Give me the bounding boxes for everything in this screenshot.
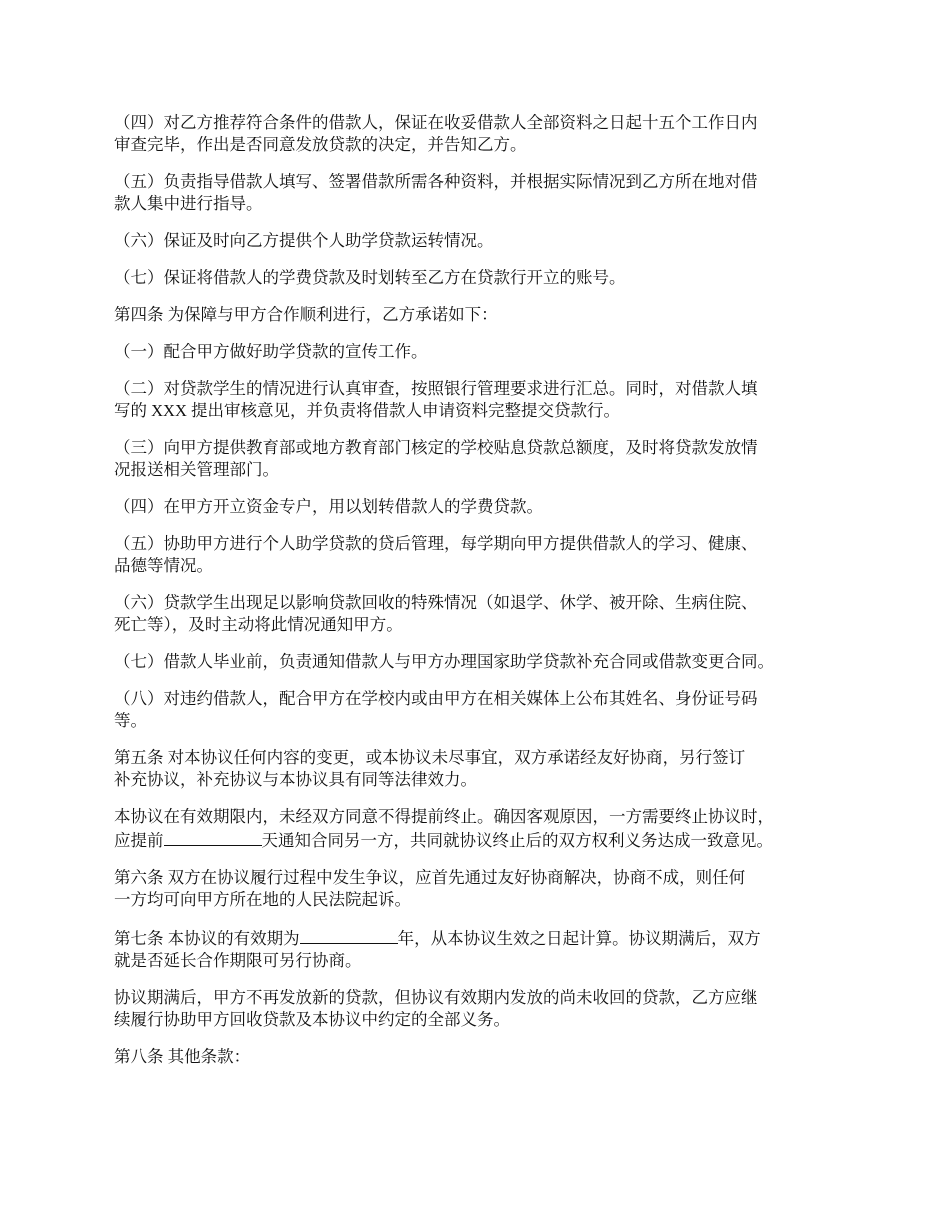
paragraph-expiry	[114, 987, 850, 1031]
paragraph-line: 补充协议，补充协议与本协议具有同等法律效力。	[114, 770, 477, 789]
paragraph-line: 第六条 双方在协议履行过程中发生争议，应首先通过友好协商解决，协商不成，则任何	[114, 868, 746, 887]
paragraph-line: 第八条 其他条款：	[114, 1047, 251, 1066]
paragraph-line: 就是否延长合作期限可另行协商。	[114, 951, 362, 970]
text-segment: 天通知合同另一方，共同就协议终止后的双方权利义务达成一致意见。	[261, 831, 773, 850]
text-segment: 第七条 本协议的有效期为	[114, 929, 300, 948]
paragraph-line: （七）借款人毕业前，负责通知借款人与甲方办理国家助学贷款补充合同或借款变更合同。	[114, 652, 774, 671]
paragraph-line: 品德等情况。	[114, 556, 213, 575]
document-page	[114, 112, 850, 1083]
paragraph	[114, 533, 850, 577]
paragraph-line: （五）协助甲方进行个人助学贷款的贷后管理，每学期向甲方提供借款人的学习、健康、	[114, 534, 758, 553]
paragraph-line: 协议期满后，甲方不再发放新的贷款，但协议有效期内发放的尚未收回的贷款，乙方应继	[114, 988, 758, 1007]
paragraph-line: 第四条 为保障与甲方合作顺利进行，乙方承诺如下：	[114, 305, 498, 324]
paragraph-line: （二）对贷款学生的情况进行认真审查，按照银行管理要求进行汇总。同时，对借款人填	[114, 379, 758, 398]
paragraph-line: 写的 XXX 提出审核意见，并负责将借款人申请资料完整提交贷款行。	[114, 401, 620, 420]
paragraph-list	[114, 112, 850, 791]
paragraph	[114, 496, 850, 518]
paragraph-line: 第五条 对本协议任何内容的变更，或本协议未尽事宜，双方承诺经友好协商，另行签订	[114, 748, 746, 767]
text-segment: 年，从本协议生效之日起计算。协议期满后，双方	[397, 929, 761, 948]
paragraph-line: （六）贷款学生出现足以影响贷款回收的特殊情况（如退学、休学、被开除、生病住院、	[114, 593, 758, 612]
paragraph-line: （四）对乙方推荐符合条件的借款人，保证在收妥借款人全部资料之日起十五个工作日内	[114, 113, 758, 132]
paragraph-line: （三）向甲方提供教育部或地方教育部门核定的学校贴息贷款总额度，及时将贷款发放情	[114, 438, 758, 457]
paragraph-line	[114, 926, 850, 950]
paragraph	[114, 341, 850, 363]
paragraph	[114, 688, 850, 732]
paragraph-line: （八）对违约借款人，配合甲方在学校内或由甲方在相关媒体上公布其姓名、身份证号码	[114, 689, 758, 708]
paragraph-line: 况报送相关管理部门。	[114, 460, 279, 479]
paragraph-line: 本协议在有效期限内，未经双方同意不得提前终止。确因客观原因，一方需要终止协议时，	[114, 807, 774, 826]
validity-years-blank[interactable]	[300, 926, 398, 944]
paragraph	[114, 267, 850, 289]
paragraph-article-7	[114, 926, 850, 972]
paragraph-article-6	[114, 867, 850, 911]
paragraph-line: 续履行协助甲方回收贷款及本协议中约定的全部义务。	[114, 1010, 510, 1029]
paragraph-line: （五）负责指导借款人填写、签署借款所需各种资料，并根据实际情况到乙方所在地对借	[114, 172, 758, 191]
paragraph-line: 一方均可向甲方所在地的人民法院起诉。	[114, 890, 411, 909]
paragraph-line: （七）保证将借款人的学费贷款及时划转至乙方在贷款行开立的账号。	[114, 268, 626, 287]
paragraph-line	[114, 828, 850, 852]
paragraph-line: （六）保证及时向乙方提供个人助学贷款运转情况。	[114, 231, 494, 250]
paragraph	[114, 747, 850, 791]
paragraph	[114, 651, 850, 673]
paragraph-line: （一）配合甲方做好助学贷款的宣传工作。	[114, 342, 428, 361]
notice-days-blank[interactable]	[164, 828, 262, 846]
paragraph	[114, 378, 850, 422]
paragraph-line: （四）在甲方开立资金专户，用以划转借款人的学费贷款。	[114, 497, 543, 516]
paragraph	[114, 437, 850, 481]
paragraph-line: 死亡等），及时主动将此情况通知甲方。	[114, 615, 403, 634]
text-segment: 应提前	[114, 831, 164, 850]
paragraph	[114, 230, 850, 252]
paragraph	[114, 304, 850, 326]
paragraph-line: 款人集中进行指导。	[114, 194, 263, 213]
paragraph	[114, 112, 850, 156]
paragraph-line: 审查完毕，作出是否同意发放贷款的决定，并告知乙方。	[114, 135, 527, 154]
paragraph-termination	[114, 806, 850, 852]
paragraph	[114, 592, 850, 636]
paragraph-line: 等。	[114, 711, 147, 730]
paragraph	[114, 171, 850, 215]
paragraph-article-8	[114, 1046, 850, 1068]
